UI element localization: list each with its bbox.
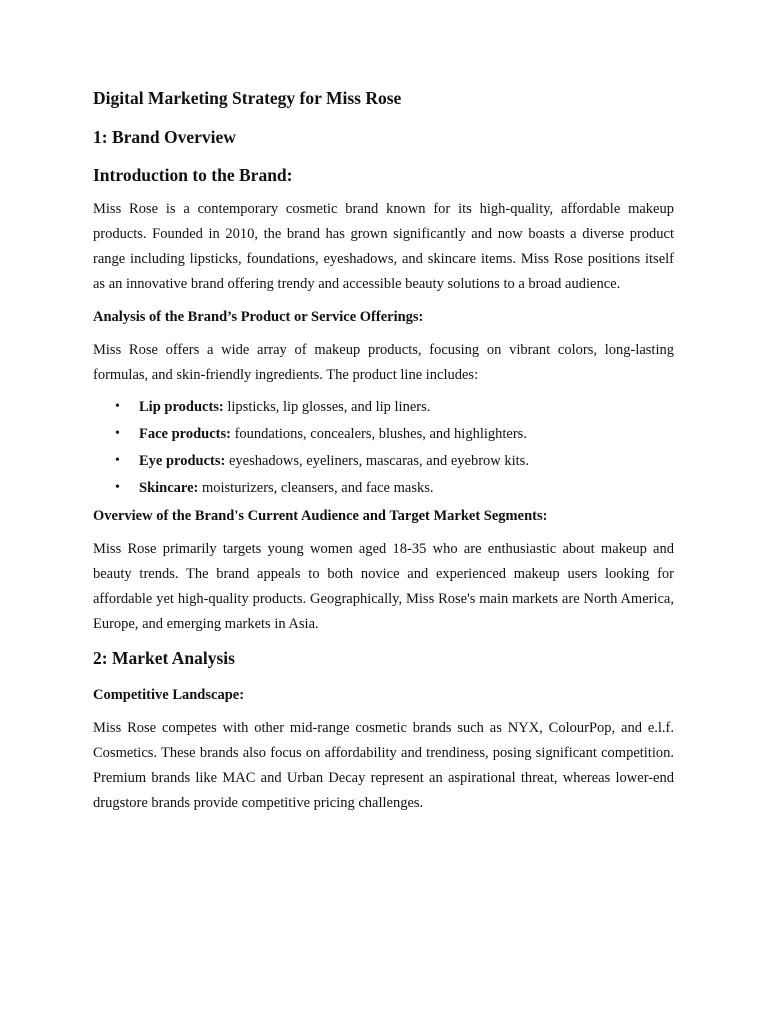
bullet-icon: •: [115, 453, 120, 468]
product-line-list: [93, 397, 674, 498]
subheading-introduction: Introduction to the Brand:: [93, 165, 293, 185]
list-item: [115, 451, 674, 471]
paragraph-introduction: Miss Rose is a contemporary cosmetic brand known for its high-quality, affordable makeup products. Founded in 2010, the brand has grown significantly and now boasts a diverse product range including lipsticks, foundations, eyeshadows, and skincare items. Miss Rose positions itself as an innovative brand offering trendy and accessible beauty solutions to a broad audience.: [93, 201, 674, 292]
list-item-label: Eye products:: [139, 453, 226, 469]
list-item: [115, 424, 674, 444]
list-item-text: lipsticks, lip glosses, and lip liners.: [223, 399, 431, 415]
list-item-label: Face products:: [139, 426, 231, 442]
subheading-audience: Overview of the Brand's Current Audience and Target Market Segments:: [93, 508, 548, 524]
list-item-text: foundations, concealers, blushes, and highlighters.: [230, 426, 527, 442]
section-heading-brand-overview: 1: Brand Overview: [93, 127, 236, 147]
list-item-text: moisturizers, cleansers, and face masks.: [198, 480, 434, 496]
list-item-text: eyeshadows, eyeliners, mascaras, and eyebrow kits.: [225, 453, 529, 469]
subheading-competitive-landscape: Competitive Landscape:: [93, 687, 245, 703]
document-title: Digital Marketing Strategy for Miss Rose: [93, 88, 402, 108]
subheading-product-analysis: Analysis of the Brand’s Product or Service Offerings:: [93, 309, 424, 325]
paragraph-competitive-landscape: Miss Rose competes with other mid-range cosmetic brands such as NYX, ColourPop, and e.l.f. Cosmetics. These brands also focus on affordability and trendiness, posing significant competition. Premium brands like MAC and Urban Decay represent an aspirational threat, whereas lower-end drugstore brands provide competitive pricing challenges.: [93, 720, 674, 811]
paragraph-audience: Miss Rose primarily targets young women aged 18-35 who are enthusiastic about makeup and beauty trends. The brand appeals to both novice and experienced makeup users looking for affordable yet high-quality products. Geographically, Miss Rose's main markets are North America, Europe, and emerging markets in Asia.: [93, 541, 674, 632]
list-item-label: Lip products:: [139, 399, 224, 415]
list-item-label: Skincare:: [139, 480, 199, 496]
bullet-icon: •: [115, 399, 120, 414]
bullet-icon: •: [115, 426, 120, 441]
section-heading-market-analysis: 2: Market Analysis: [93, 648, 235, 668]
bullet-icon: •: [115, 480, 120, 495]
list-item: [115, 397, 674, 417]
paragraph-product-analysis: Miss Rose offers a wide array of makeup products, focusing on vibrant colors, long-lasting formulas, and skin-friendly ingredients. The product line includes:: [93, 342, 674, 383]
list-item: [115, 478, 674, 498]
